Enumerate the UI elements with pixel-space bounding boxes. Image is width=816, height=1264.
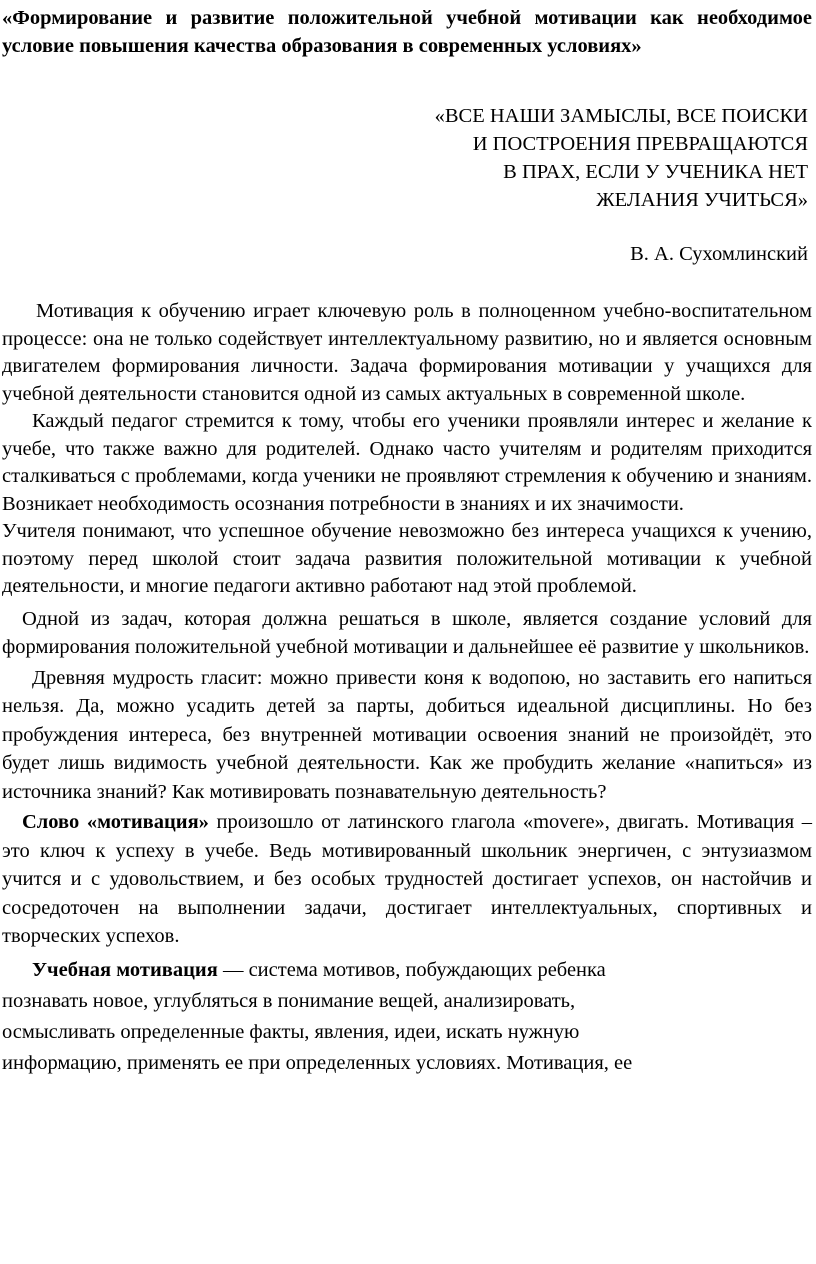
epigraph (2, 102, 808, 214)
epigraph-line: В ПРАХ, ЕСЛИ У УЧЕНИКА НЕТ (503, 161, 808, 183)
term-learning-motivation: Учебная мотивация (32, 958, 218, 981)
paragraph-learning-motivation (2, 955, 812, 1079)
paragraph-word-motivation (2, 808, 812, 951)
epigraph-line: ЖЕЛАНИЯ УЧИТЬСЯ» (596, 189, 808, 211)
epigraph-line: И ПОСТРОЕНИЯ ПРЕВРАЩАЮТСЯ (472, 133, 808, 155)
paragraph-school-task: Одной из задач, которая должна решаться в школе, является создание условий для формирования положительной учебной мотивации и дальнейшее её развитие у школьников. (2, 607, 812, 658)
epigraph-author: В. А. Сухомлинский (630, 243, 808, 265)
term-motivation: Слово «мотивация» (22, 811, 209, 833)
paragraph-teacher-goal: Каждый педагог стремится к тому, чтобы его ученики проявляли интерес и желание к учебе, что также важно для родителей. Однако часто учителям и родителям приходится сталкиваться с проблемами, когда ученики не проявляют стремления к обучению и знаниям. Возникает необходимость осознания потребности в знаниях и их значимости. (2, 410, 812, 515)
epigraph-line: «ВСЕ НАШИ ЗАМЫСЛЫ, ВСЕ ПОИСКИ (434, 105, 808, 127)
paragraph-teachers-understand: Учителя понимают, что успешное обучение невозможно без интереса учащихся к учению, поэтому перед школой стоит задача развития положительной мотивации к учебной деятельности, и многие педагоги активно работают над этой проблемой. (2, 520, 812, 597)
paragraph-ancient-wisdom: Древняя мудрость гласит: можно привести коня к водопою, но заставить его напиться нельзя. Да, можно усадить детей за парты, добиться идеальной дисциплины. Но без пробуждения интереса, без внутренней мотивации освоения знаний не произойдёт, это будет лишь видимость учебной деятельности. Как же пробудить желание «напиться» из источника знаний? Как мотивировать познавательную деятельность? (2, 666, 812, 803)
paragraph-text: познавать новое, углубляться в понимание вещей, анализировать, (2, 989, 576, 1012)
paragraph-motivation-role: Мотивация к обучению играет ключевую роль в полноценном учебно-воспитательном процессе: она не только содействует интеллектуальному развитию, но и является основным двигателем формирования личности. Задача формирования мотивации у учащихся для учебной деятельности становится одной из самых актуальных в современной школе. (2, 300, 812, 405)
paragraph-text: произошло от латинского глагола «movere», двигать. Мотивация – это ключ к успеху в учебе. Ведь мотивированный школьник энергичен, с энтузиазмом учится и с удовольствием, и без особых трудностей достигает успехов, он настойчив и сосредоточен на выполнении задачи, достигает интеллектуальных, спортивных и творческих успехов. (2, 811, 812, 947)
paragraph-text: осмысливать определенные факты, явления, идеи, искать нужную (2, 1020, 580, 1043)
paragraph-text: информацию, применять ее при определенных условиях. Мотивация, ее (2, 1051, 633, 1074)
document-title: «Формирование и развитие положительной учебной мотивации как необходимое условие повышения качества образования в современных условиях» (2, 7, 812, 57)
paragraph-text: — система мотивов, побуждающих ребенка (217, 958, 606, 981)
